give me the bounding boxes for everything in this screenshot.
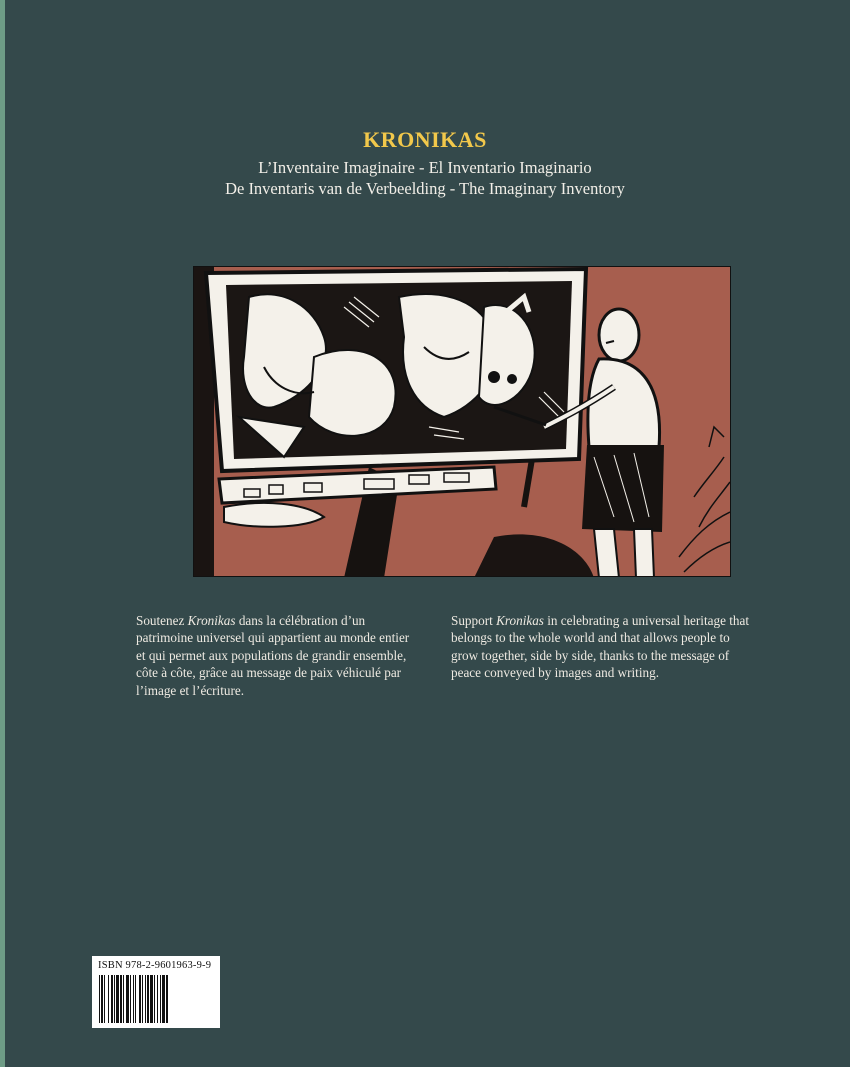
barcode-bar	[157, 975, 158, 1023]
barcode-bar	[114, 975, 115, 1023]
header	[0, 126, 850, 199]
barcode-bar	[123, 975, 124, 1023]
book-title: KRONIKAS	[363, 127, 487, 152]
description-french	[136, 612, 416, 699]
subtitle-line-1: L’Inventaire Imaginaire - El Inventario Imaginario	[258, 158, 592, 177]
barcode-bar	[104, 975, 105, 1023]
isbn-barcode	[92, 956, 220, 1028]
barcode-bar	[130, 975, 131, 1023]
illustration-drawing	[194, 267, 731, 577]
en-brand-italic: Kronikas	[496, 613, 544, 628]
subtitle-line-2: De Inventaris van de Verbeelding - The Imaginary Inventory	[225, 179, 625, 198]
barcode-bar	[150, 975, 153, 1023]
barcode-bar	[162, 975, 165, 1023]
fr-brand-italic: Kronikas	[187, 613, 236, 628]
painter-at-easel-illustration	[193, 266, 731, 577]
barcode-bar	[120, 975, 122, 1023]
barcode-bar	[111, 975, 113, 1023]
en-lead: Support	[451, 613, 493, 628]
barcode-bars	[98, 975, 214, 1025]
barcode-bar	[160, 975, 161, 1023]
description-english	[451, 612, 751, 682]
barcode-bar	[133, 975, 134, 1023]
fr-lead: Soutenez	[136, 613, 185, 628]
barcode-bar	[116, 975, 119, 1023]
barcode-bar	[139, 975, 141, 1023]
barcode-bar	[142, 975, 143, 1023]
barcode-bar	[147, 975, 149, 1023]
barcode-bar	[166, 975, 168, 1023]
barcode-bar	[135, 975, 136, 1023]
barcode-bar	[99, 975, 100, 1023]
isbn-number: ISBN 978-2-9601963-9-9	[98, 960, 212, 971]
barcode-bar	[108, 975, 109, 1023]
barcode-bar	[101, 975, 103, 1023]
barcode-bar	[154, 975, 155, 1023]
barcode-bar	[145, 975, 146, 1023]
en-body: in celebrating a universal heritage that belongs to the whole world and that allows people to grow together, side by side, thanks to the message of peace conveyed by images and writing.	[451, 613, 749, 681]
barcode-bar	[126, 975, 129, 1023]
fr-body: dans la célébration d’un patrimoine universel qui appartient au monde entier et qui permet aux populations de grandir ensemble, côte à côte, grâce au message de paix véhiculé par l’image et l’écriture.	[136, 613, 410, 698]
